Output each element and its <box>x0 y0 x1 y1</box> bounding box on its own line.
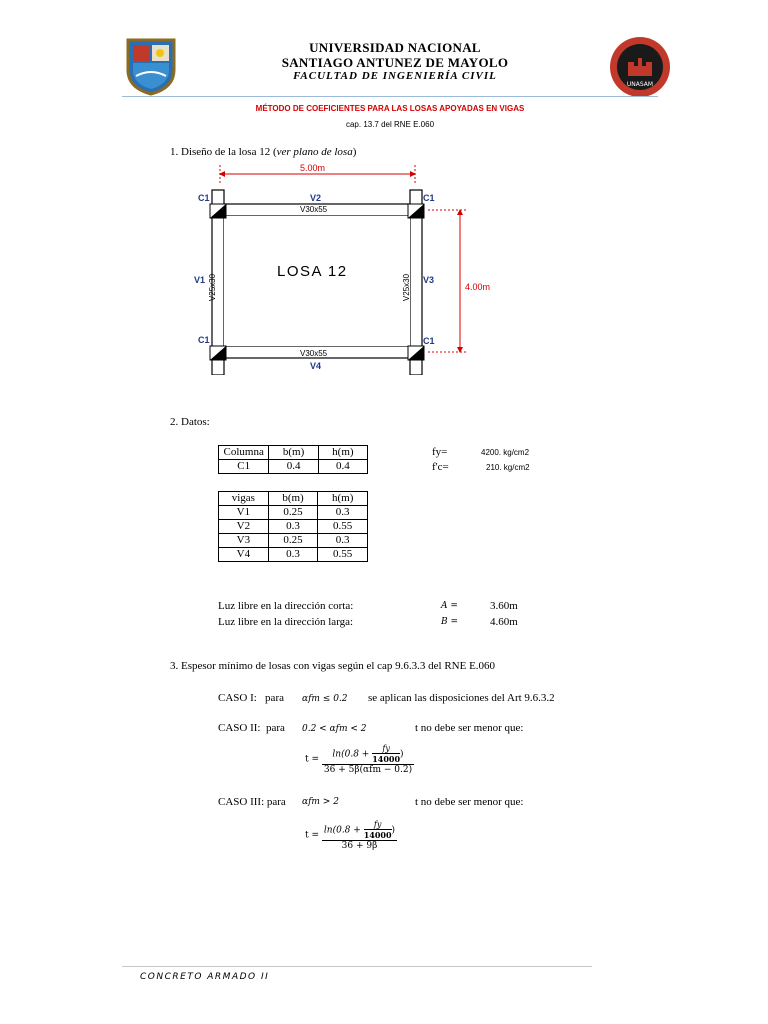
case1-text: se aplican las disposiciones del Art 9.6.3.2 <box>368 692 555 704</box>
table-cell: V3 <box>219 534 269 548</box>
beam-top-section: V30x55 <box>300 205 328 214</box>
table-header-cell: h(m) <box>318 446 367 460</box>
case3-lhs: t = <box>305 830 320 841</box>
case3-inner-den: 14000 <box>363 830 392 840</box>
table-cell: 0.55 <box>318 520 368 534</box>
table-header-cell: b(m) <box>268 492 318 506</box>
table-header-cell: h(m) <box>318 492 368 506</box>
case3-text: t no debe ser menor que: <box>415 796 524 808</box>
clear-span-long-label: Luz libre en la dirección larga: <box>218 616 354 628</box>
section1-italic: ver plano de losa <box>276 146 353 158</box>
slab-label: LOSA 12 <box>277 263 348 280</box>
fy-label: fy= <box>432 446 448 458</box>
table-row <box>219 520 368 534</box>
beam-right-section: V25x30 <box>402 273 412 302</box>
case3-equation <box>305 820 397 851</box>
beam-bottom-section: V30x55 <box>300 349 328 358</box>
case1-condition: αfm ≤ 0.2 <box>302 694 348 704</box>
case3-denominator: 36 + 9β <box>341 841 378 851</box>
case2-condition: 0.2 < αfm < 2 <box>302 724 367 734</box>
fc-label: f'c= <box>432 461 449 473</box>
beam-left-label: V1 <box>194 275 206 285</box>
document-subtitle: cap. 13.7 del RNE E.060 <box>345 120 435 129</box>
span-vertical-label: 4.00m <box>465 282 491 292</box>
case2-inner-num: fy <box>372 744 400 754</box>
table-cell: C1 <box>219 460 269 474</box>
case3-label: CASO III: para <box>218 796 286 808</box>
table-cell: 0.3 <box>268 520 318 534</box>
table-cell: 0.3 <box>318 534 368 548</box>
footer-rule <box>122 966 592 967</box>
table-row <box>219 548 368 562</box>
case2-lhs: t = <box>305 754 320 765</box>
beams-table-header <box>219 492 368 506</box>
case2-denominator: 36 + 5β(αfm − 0.2) <box>323 765 413 775</box>
beam-bottom-label: V4 <box>310 361 322 371</box>
case2-label: CASO II: para <box>218 722 285 734</box>
university-name-line2: SANTIAGO ANTUNEZ DE MAYOLO <box>281 55 509 70</box>
column-label-bottom-right: C1 <box>423 336 435 346</box>
case2-inner-fraction <box>372 744 400 764</box>
beam-left-section: V25x30 <box>208 273 218 302</box>
document-title: MÉTODO DE COEFICIENTES PARA LAS LOSAS APOYADAS EN VIGAS <box>255 104 525 113</box>
table-row <box>219 534 368 548</box>
table-row <box>219 506 368 520</box>
case3-num-pre: ln(0.8 + <box>323 825 361 836</box>
unasam-seal <box>609 36 671 98</box>
clear-span-long-symbol: B = <box>441 617 459 627</box>
header-rule <box>122 96 658 97</box>
table-cell: 0.3 <box>268 548 318 562</box>
table-header-cell: b(m) <box>269 446 318 460</box>
table-cell: 0.25 <box>268 534 318 548</box>
clear-span-short-label: Luz libre en la dirección corta: <box>218 600 354 612</box>
column-label-top-left: C1 <box>198 193 210 203</box>
case2-inner-den: 14000 <box>372 754 401 764</box>
footer-text: CONCRETO ARMADO II <box>140 972 270 982</box>
university-name-line1: UNIVERSIDAD NACIONAL <box>309 40 481 55</box>
table-row <box>219 460 368 474</box>
case3-fraction <box>322 820 397 851</box>
table-cell: 0.4 <box>269 460 318 474</box>
column-label-bottom-left: C1 <box>198 335 210 345</box>
case3-numerator <box>322 820 397 841</box>
table-header-cell: Columna <box>219 446 269 460</box>
case2-num-post: ) <box>400 749 404 760</box>
table-cell: 0.55 <box>318 548 368 562</box>
fc-value: 210. kg/cm2 <box>486 463 530 472</box>
case2-numerator <box>322 744 414 765</box>
clear-span-short-value: 3.60m <box>490 600 518 612</box>
faculty-name: FACULTAD DE INGENIERÍA CIVIL <box>293 70 497 82</box>
case2-equation <box>305 744 414 775</box>
beam-right-label: V3 <box>423 275 435 285</box>
clear-span-short-symbol: A = <box>441 601 458 611</box>
seal-text: UNASAM <box>626 81 654 88</box>
case3-num-post: ) <box>391 825 396 836</box>
table-cell: 0.3 <box>318 506 368 520</box>
table-cell: V4 <box>219 548 269 562</box>
case3-condition: αfm > 2 <box>302 797 339 807</box>
case2-text: t no debe ser menor que: <box>415 722 524 734</box>
section1-prefix: 1. Diseño de la losa 12 ( <box>170 146 277 158</box>
table-cell: V2 <box>219 520 269 534</box>
case2-fraction <box>322 744 414 775</box>
columns-table <box>218 445 368 474</box>
section3-heading: 3. Espesor mínimo de losas con vigas según el cap 9.6.3.3 del RNE E.060 <box>170 660 496 672</box>
beam-top-label: V2 <box>310 193 322 203</box>
section2-heading: 2. Datos: <box>170 416 210 428</box>
section1-suffix: ) <box>352 146 357 158</box>
span-horizontal-label: 5.00m <box>300 163 326 173</box>
column-label-top-right: C1 <box>423 193 435 203</box>
table-cell: V1 <box>219 506 269 520</box>
fy-value: 4200. kg/cm2 <box>481 448 530 457</box>
table-cell: 0.25 <box>268 506 318 520</box>
university-crest <box>124 36 178 96</box>
section1-heading <box>170 146 356 158</box>
columns-table-header <box>219 446 368 460</box>
case1-label: CASO I: para <box>218 692 284 704</box>
clear-span-long-value: 4.60m <box>490 616 518 628</box>
beams-table <box>218 491 368 562</box>
table-header-cell: vigas <box>219 492 269 506</box>
table-cell: 0.4 <box>318 460 367 474</box>
case3-inner-fraction <box>364 820 392 840</box>
case3-inner-num: fy <box>364 820 392 830</box>
case2-num-pre: ln(0.8 + <box>332 749 370 760</box>
